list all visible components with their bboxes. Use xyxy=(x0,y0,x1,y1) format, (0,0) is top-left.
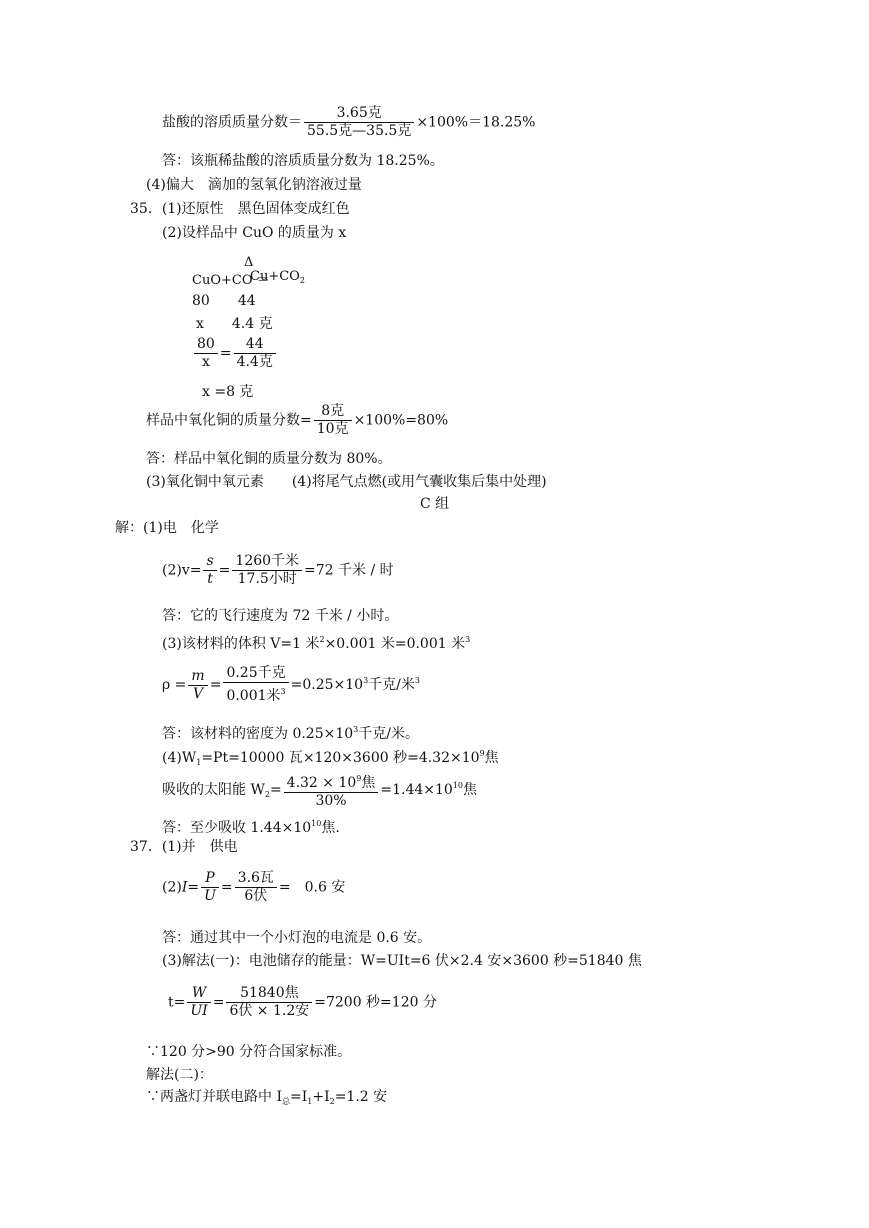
hcl-denominator: 55.5克—35.5克 xyxy=(307,123,412,139)
mass-ratio-row: 80 44 xyxy=(192,293,256,309)
item-4-line: (4)偏大 滴加的氢氧化钠溶液过量 xyxy=(146,177,362,193)
answer-80: 答：样品中氧化铜的质量分数为 80%。 xyxy=(146,451,392,467)
time-fraction: $\frac{\text{51840焦}}{\text{6伏 × 1.2安}}$ xyxy=(226,985,312,1020)
answer-current: 答：通过其中一个小灯泡的电流是 0.6 安。 xyxy=(162,930,432,946)
q37-1: 37．(1)并 供电 xyxy=(130,839,238,855)
method-1: (3)解法(一)：电池储存的能量：W=UIt=6 伏×2.4 安×3600 秒=51840 焦 xyxy=(162,953,642,969)
density-fraction: $\frac{\text{0.25千克}}{0.001米^3}$ xyxy=(223,665,288,705)
reaction-equation xyxy=(192,255,352,289)
hcl-fraction-line xyxy=(162,105,535,140)
hcl-label: 盐酸的溶质质量分数＝ xyxy=(162,114,302,131)
current-formula: (2)I= $\frac{P}{U}$ = $\frac{\text{3.6瓦}}{\text{6伏}}$ = 0.6 安 xyxy=(162,870,346,904)
speed-fraction: $\frac{\text{1260千米}}{\text{17.5小时}}$ xyxy=(232,553,302,588)
sample-fraction-line: 样品中氧化铜的质量分数= $\frac{\text{8克}}{\text{10克}}$ ×100%=80% xyxy=(146,403,449,437)
hcl-fraction xyxy=(304,105,414,140)
proportion-right: $\frac{44}{\text{4.4克}}$ xyxy=(234,336,276,371)
answer-solar: 答：至少吸收 $1.44\times 10^{10}$焦. xyxy=(162,819,340,836)
solar-fraction: $\frac{4.32 \times 10^9焦}{30\%}$ xyxy=(284,770,379,810)
sample-fraction: $\frac{\text{8克}}{\text{10克}}$ xyxy=(314,403,352,438)
q35-1: 35．(1)还原性 黑色固体变成红色 xyxy=(130,201,350,217)
reaction-left: CuO+CO ＝ xyxy=(192,273,270,288)
reaction-right: $Cu+CO_2$ xyxy=(250,269,305,285)
items-3-4: (3)氧化铜中氧元素 (4)将尾气点燃(或用气囊收集后集中处理) xyxy=(146,474,547,490)
heat-delta-symbol: Δ xyxy=(244,255,254,270)
work-line: $(4)W_1=Pt=10000$ 瓦×120×3600 秒$=4.32\times 10^9$焦 xyxy=(162,749,499,767)
proportion: $\frac{80}{x}$ = $\frac{44}{\text{4.4克}}$ xyxy=(192,336,278,371)
solution-1: 解：(1)电 化学 xyxy=(115,520,219,536)
x-result: x =8 克 xyxy=(202,384,254,400)
because-standard: ∵120 分>90 分符合国家标准。 xyxy=(146,1044,352,1060)
answer-hcl: 答：该瓶稀盐酸的溶质质量分数为 18.25%。 xyxy=(162,153,444,169)
volume-line: (3)该材料的体积 V=1 米$^2$×0.001 米=0.001 米$^3$ xyxy=(162,635,471,652)
solar-energy-formula: 吸收的太阳能 $W_2=$ $\frac{4.32 \times 10^9焦}{30\%}$ $=1.44\times 10^{10}$焦 xyxy=(162,770,477,810)
proportion-left: $\frac{80}{x}$ xyxy=(194,336,218,371)
speed-formula: (2)v= $\frac{s}{t}$ = $\frac{\text{1260千米}}{\text{17.5小时}}$ =72 千米 / 时 xyxy=(162,553,394,587)
unknown-row: x 4.4 克 xyxy=(196,316,273,332)
because-parallel: ∵两盏灯并联电路中 $I_总=I_1+I_2=1.2$ 安 xyxy=(146,1089,388,1106)
group-c-heading: C 组 xyxy=(420,496,450,512)
answer-speed: 答：它的飞行速度为 72 千米 / 小时。 xyxy=(162,608,399,624)
density-formula: ρ = $\frac{m}{V}$ = $\frac{\text{0.25千克}}{0.001米^3}$ $=0.25\times 10^3$千克/米$^3$ xyxy=(162,665,420,704)
time-formula: t= $\frac{W}{UI}$ = $\frac{\text{51840焦}}{\text{6伏 × 1.2安}}$ =7200 秒=120 分 xyxy=(168,985,437,1019)
current-fraction: $\frac{\text{3.6瓦}}{\text{6伏}}$ xyxy=(235,870,277,905)
method-2: 解法(二)： xyxy=(146,1067,213,1083)
q35-2: (2)设样品中 CuO 的质量为 x xyxy=(162,225,347,241)
hcl-numerator: 3.65克 xyxy=(304,105,414,123)
answer-density: 答：该材料的密度为 $0.25\times 10^3$千克/米。 xyxy=(162,725,419,742)
hcl-result: ×100%＝18.25% xyxy=(416,114,536,131)
